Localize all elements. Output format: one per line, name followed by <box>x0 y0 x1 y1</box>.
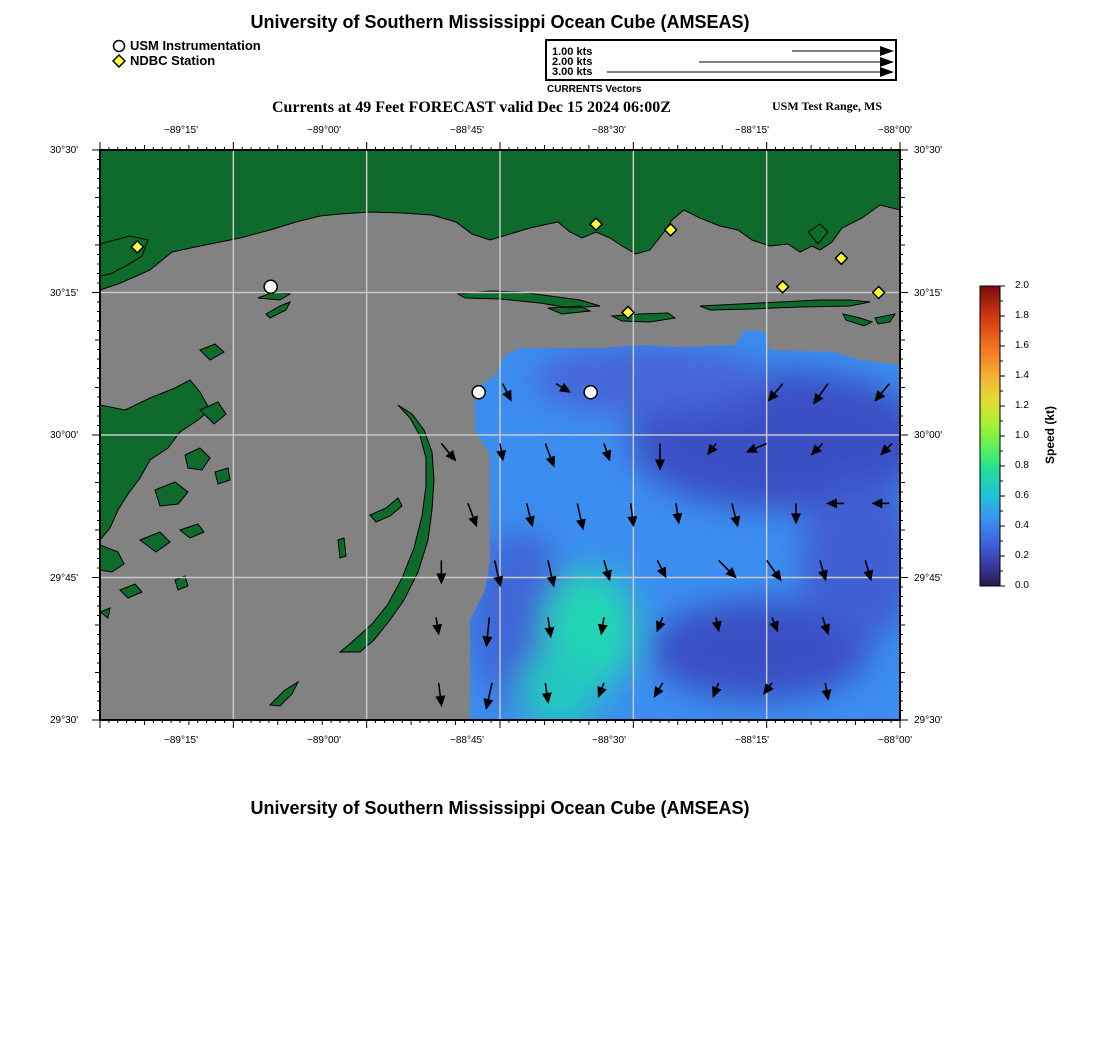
y-tick-label: 29°45' <box>50 573 79 584</box>
location-label: USM Test Range, MS <box>772 99 883 113</box>
x-tick-label: −89°00' <box>307 125 341 136</box>
scale-label-1: 1.00 kts <box>552 46 593 58</box>
x-tick-label: −88°15' <box>735 735 769 746</box>
x-tick-label: −89°15' <box>164 735 198 746</box>
speed-field <box>440 320 930 740</box>
colorbar <box>975 282 1015 592</box>
legend-ndbc-label: NDBC Station <box>130 53 216 68</box>
y-tick-label: 30°15' <box>914 288 943 299</box>
scale-label-2: 2.00 kts <box>552 56 593 68</box>
scale-label-3: 3.00 kts <box>552 66 593 78</box>
page-title: University of Southern Mississippi Ocean Cube (AMSEAS) <box>250 12 750 32</box>
y-tick-label: 30°00' <box>914 430 943 441</box>
x-tick-label: −88°30' <box>592 125 626 136</box>
map-area <box>100 150 930 740</box>
legend-usm-label: USM Instrumentation <box>130 38 261 53</box>
x-tick-label: −89°15' <box>164 125 198 136</box>
x-tick-label: −88°00' <box>878 735 912 746</box>
y-tick-label: 29°45' <box>914 573 943 584</box>
colorbar-tick-label: 0.2 <box>1015 550 1029 561</box>
colorbar-tick-label: 0.8 <box>1015 460 1029 471</box>
y-tick-label: 30°15' <box>50 288 79 299</box>
usm-station-marker <box>584 386 597 399</box>
map-subtitle: Currents at 49 Feet FORECAST valid Dec 15 2024 06:00Z <box>272 99 671 116</box>
footer-title: University of Southern Mississippi Ocean Cube (AMSEAS) <box>250 798 750 818</box>
colorbar-tick-label: 2.0 <box>1015 280 1029 291</box>
usm-station-marker <box>264 280 277 293</box>
x-tick-label: −89°00' <box>307 735 341 746</box>
colorbar-tick-label: 1.2 <box>1015 400 1029 411</box>
y-tick-label: 29°30' <box>914 715 943 726</box>
y-tick-label: 30°00' <box>50 430 79 441</box>
colorbar-tick-label: 1.6 <box>1015 340 1029 351</box>
usm-station-marker <box>472 386 485 399</box>
colorbar-tick-label: 0.6 <box>1015 490 1029 501</box>
y-tick-label: 29°30' <box>50 715 79 726</box>
colorbar-tick-label: 1.8 <box>1015 310 1029 321</box>
x-tick-label: −88°45' <box>450 735 484 746</box>
colorbar-tick-label: 0.0 <box>1015 580 1029 591</box>
x-tick-label: −88°00' <box>878 125 912 136</box>
y-tick-label: 30°30' <box>914 145 943 156</box>
colorbar-tick-label: 1.0 <box>1015 430 1029 441</box>
vector-scale-caption: CURRENTS Vectors <box>547 84 642 95</box>
x-tick-label: −88°45' <box>450 125 484 136</box>
colorbar-tick-label: 1.4 <box>1015 370 1029 381</box>
colorbar-tick-label: 0.4 <box>1015 520 1029 531</box>
x-tick-label: −88°15' <box>735 125 769 136</box>
x-tick-label: −88°30' <box>592 735 626 746</box>
y-tick-label: 30°30' <box>50 145 79 156</box>
colorbar-title: Speed (kt) <box>1043 405 1057 465</box>
